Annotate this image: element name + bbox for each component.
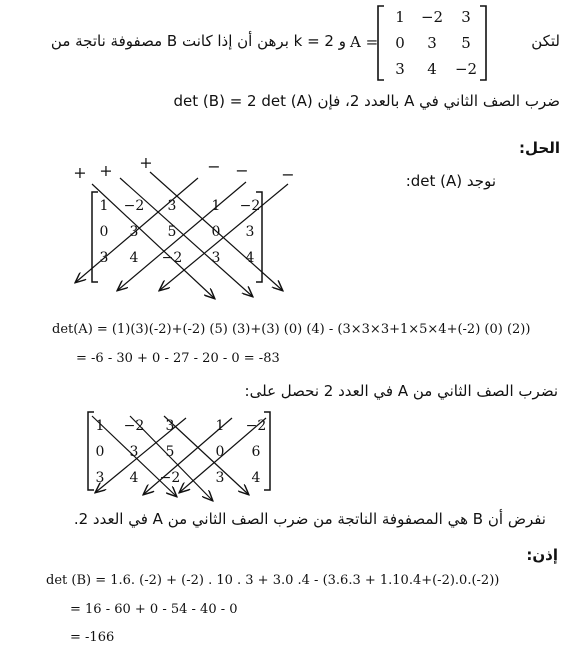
grid2-cell-r2c5: 6 xyxy=(251,444,261,460)
grid1-cell-r2c2: 3 xyxy=(129,224,139,240)
matrix-a-label: A = xyxy=(350,33,379,51)
multiply-row-text: نضرب الصف الثاني من A في العدد 2 نحصل على: xyxy=(244,382,558,400)
det-a-line-2: = -6 - 30 + 0 - 27 - 20 - 0 = -83 xyxy=(76,351,280,366)
grid1-cell-r2c1: 0 xyxy=(99,224,109,240)
det-b-line-3: = -166 xyxy=(70,630,115,645)
find-det-a: نوجد det (A): xyxy=(405,172,496,190)
problem-statement: و k = 2 برهن أن إذا كانت B مصفوفة ناتجة من xyxy=(50,32,346,50)
plus-sign-3: + xyxy=(139,153,153,172)
grid2-cell-r1c4: 1 xyxy=(215,418,225,434)
grid1-cell-r2c3: 5 xyxy=(167,224,177,240)
grid1-cell-r1c4: 1 xyxy=(211,198,221,214)
plus-sign-2: + xyxy=(99,161,113,180)
grid2-cell-r1c2: −2 xyxy=(123,418,145,434)
det-b-line-2: = 16 - 60 + 0 - 54 - 40 - 0 xyxy=(70,602,238,617)
grid2-cell-r2c4: 0 xyxy=(215,444,225,460)
grid2-cell-r1c3: 3 xyxy=(165,418,175,434)
problem-line-2: ضرب الصف الثاني في A بالعدد 2، فإن det (B) = 2 det (A) xyxy=(173,92,560,110)
plus-sign-1: + xyxy=(73,163,87,182)
grid2-cell-r2c3: 5 xyxy=(165,444,175,460)
assume-b-text: نفرض أن B هي المصفوفة الناتجة من ضرب الصف الثاني من A في العدد 2. xyxy=(73,510,546,528)
det-b-line-1: det (B) = 1.6. (-2) + (-2) . 10 . 3 + 3.0 .4 - (3.6.3 + 1.10.4+(-2).0.(-2)) xyxy=(46,573,500,588)
grid2-cell-r2c1: 0 xyxy=(95,444,105,460)
problem-lead: لتكن xyxy=(531,32,560,50)
grid1-cell-r1c5: −2 xyxy=(239,198,261,214)
matrix-a-cell-r1c3: 3 xyxy=(461,8,471,26)
grid1-cell-r3c1: 3 xyxy=(99,250,109,266)
grid1-cell-r1c2: −2 xyxy=(123,198,145,214)
matrix-a-cell-r3c3: −2 xyxy=(454,60,478,78)
grid1-cell-r2c5: 3 xyxy=(245,224,255,240)
grid1-cell-r3c2: 4 xyxy=(129,250,139,266)
grid2-cell-r3c4: 3 xyxy=(215,470,225,486)
grid2-arrows xyxy=(92,416,266,500)
matrix-a-cell-r1c2: −2 xyxy=(420,8,444,26)
grid1-cell-r3c5: 4 xyxy=(245,250,255,266)
matrix-a-cell-r2c1: 0 xyxy=(395,34,405,52)
grid2-cell-r1c1: 1 xyxy=(95,418,105,434)
grid1-cell-r3c4: 3 xyxy=(211,250,221,266)
grid1-cell-r2c4: 0 xyxy=(211,224,221,240)
matrix-a-cell-r2c2: 3 xyxy=(427,34,437,52)
matrix-a-cell-r1c1: 1 xyxy=(395,8,405,26)
minus-sign-1: − xyxy=(207,157,221,176)
solution-heading: الحل: xyxy=(519,139,560,157)
det-a-line-1: det(A) = (1)(3)(-2)+(-2) (5) (3)+(3) (0) (4) - (3×3×3+1×5×4+(-2) (0) (2)) xyxy=(52,322,531,337)
matrix-a-cell-r3c2: 4 xyxy=(427,60,437,78)
grid2-cell-r3c3: −2 xyxy=(159,470,181,486)
grid1-cell-r1c1: 1 xyxy=(99,198,109,214)
grid2-cell-r2c2: 3 xyxy=(129,444,139,460)
grid2-cell-r3c5: 4 xyxy=(251,470,261,486)
grid2-left-bracket xyxy=(88,412,94,490)
grid2-cell-r3c2: 4 xyxy=(129,470,139,486)
grid1-cell-r3c3: −2 xyxy=(161,250,183,266)
minus-sign-2: − xyxy=(235,161,249,180)
matrix-a-cell-r3c1: 3 xyxy=(395,60,405,78)
matrix-a-cell-r2c3: 5 xyxy=(461,34,471,52)
then-label: إذن: xyxy=(526,546,558,564)
minus-sign-3: − xyxy=(281,165,295,184)
grid2-cell-r1c5: −2 xyxy=(245,418,267,434)
grid2-cell-r3c1: 3 xyxy=(95,470,105,486)
grid1-cell-r1c3: 3 xyxy=(167,198,177,214)
